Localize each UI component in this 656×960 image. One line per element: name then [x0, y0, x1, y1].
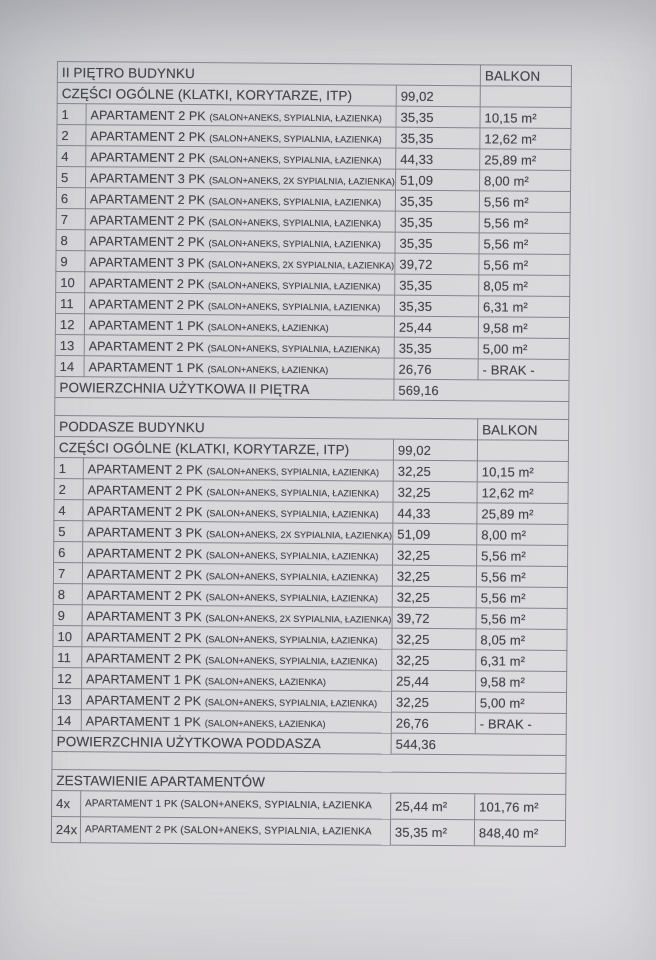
balcony-area: 5,00 m² — [478, 338, 569, 360]
apartment-description — [86, 104, 396, 127]
usable-area: 44,33 — [393, 502, 477, 524]
balcony-area: 12,62 m² — [480, 128, 571, 150]
section-title: PODDASZE BUDYNKU — [55, 415, 478, 439]
usable-area: 32,25 — [392, 649, 476, 671]
apartment-type: APARTAMENT 2 PK — [87, 482, 203, 498]
apartment-number: 4 — [57, 146, 86, 167]
apartment-type: APARTAMENT 1 PK — [86, 671, 202, 687]
usable-area: 39,72 — [392, 607, 476, 629]
apartment-type: APARTAMENT 1 PK — [85, 713, 202, 729]
apartment-number: 1 — [54, 457, 83, 478]
apartment-description — [82, 626, 392, 649]
apartment-description — [83, 500, 393, 523]
apartment-description — [82, 563, 392, 586]
apartment-room-details: (SALON+ANEKS, SYPIALNIA, ŁAZIENKA) — [205, 591, 379, 604]
apartment-room-details: (SALON+ANEKS, SYPIALNIA, ŁAZIENKA) — [209, 132, 382, 145]
apartment-number: 7 — [56, 208, 85, 229]
apartments-area-table — [51, 61, 572, 847]
usable-area: 44,33 — [396, 148, 480, 170]
apartment-room-details: (SALON+ANEKS, 2X SYPIALNIA, ŁAZIENKA) — [206, 528, 393, 541]
apartment-room-details: (SALON+ANEKS, SYPIALNIA, ŁAZIENKA) — [206, 507, 379, 520]
balcony-area: 5,56 m² — [476, 566, 567, 588]
balcony-area: 9,58 m² — [478, 317, 569, 339]
section-title: II PIĘTRO BUDYNKU — [57, 62, 480, 86]
balcony-area: - BRAK - — [475, 713, 566, 735]
summary-count: 24x — [51, 816, 80, 842]
apartment-description — [84, 314, 394, 337]
apartment-type: APARTAMENT 2 PK — [89, 275, 205, 291]
summary-row — [52, 790, 566, 820]
apartment-number: 12 — [55, 313, 84, 334]
apartment-room-details: (SALON+ANEKS, SYPIALNIA, ŁAZIENKA) — [208, 237, 381, 250]
balcony-area: 10,15 m² — [477, 461, 568, 483]
usable-area: 25,44 — [392, 670, 476, 692]
apartment-description — [85, 251, 395, 274]
balkon-column-header: BALKON — [480, 65, 571, 87]
apartment-description — [82, 605, 392, 628]
apartment-room-details: (SALON+ANEKS, ŁAZIENKA) — [205, 675, 326, 687]
apartment-number: 13 — [55, 334, 84, 355]
apartment-type: APARTAMENT 1 PK — [88, 317, 205, 333]
common-parts-area: 99,02 — [393, 439, 477, 461]
usable-area: 39,72 — [395, 253, 479, 275]
apartment-number: 13 — [52, 688, 81, 709]
apartment-number: 9 — [56, 250, 85, 271]
apartment-type: APARTAMENT 2 PK — [90, 128, 206, 144]
usable-area: 35,35 — [396, 127, 480, 149]
usable-area: 35,35 — [395, 295, 479, 317]
usable-area: 35,35 — [395, 211, 479, 233]
balcony-area: - BRAK - — [478, 359, 569, 381]
apartment-number: 1 — [57, 104, 86, 125]
apartment-room-details: (SALON+ANEKS, SYPIALNIA, ŁAZIENKA) — [205, 654, 378, 667]
apartment-type: APARTAMENT 1 PK — [88, 359, 204, 375]
apartment-number: 6 — [54, 541, 83, 562]
apartment-room-details: (SALON+ANEKS, SYPIALNIA, ŁAZIENKA) — [209, 111, 382, 124]
balcony-area: 9,58 m² — [476, 671, 567, 693]
apartment-number: 5 — [57, 167, 86, 188]
apartment-room-details: (SALON+ANEKS, ŁAZIENKA) — [204, 717, 326, 729]
summary-apartment-type: APARTAMENT 2 PK (SALON+ANEKS, SYPIALNIA, ŁAZIENKA — [80, 817, 390, 845]
table-body — [51, 62, 571, 847]
apartment-description — [85, 209, 395, 232]
apartment-number: 9 — [53, 604, 82, 625]
apartment-type: APARTAMENT 2 PK — [89, 296, 205, 312]
usable-area: 32,25 — [393, 460, 477, 482]
balcony-area: 5,56 m² — [477, 545, 568, 567]
apartment-type: APARTAMENT 2 PK — [89, 212, 206, 228]
apartment-number: 10 — [53, 625, 82, 646]
usable-area: 51,09 — [393, 523, 477, 545]
summary-title: ZESTAWIENIE APARTAMENTÓW — [52, 769, 566, 794]
summary-unit-area: 35,35 m² — [390, 819, 474, 846]
apartment-type: APARTAMENT 2 PK — [86, 587, 203, 603]
common-parts-label: CZĘŚCI OGÓLNE (KLATKI, KORYTARZE, ITP) — [57, 83, 396, 107]
apartment-room-details: (SALON+ANEKS, SYPIALNIA, ŁAZIENKA) — [208, 195, 382, 208]
floor-total-label: POWIERZCHNIA UŻYTKOWA PODDASZA — [52, 730, 391, 754]
balcony-area: 5,56 m² — [479, 212, 570, 234]
floor-total-label: POWIERZCHNIA UŻYTKOWA II PIĘTRA — [55, 376, 394, 400]
apartment-number: 7 — [53, 562, 82, 583]
usable-area: 35,35 — [394, 337, 478, 359]
common-parts-area: 99,02 — [396, 85, 480, 107]
common-parts-balkon-empty — [477, 440, 568, 462]
apartment-room-details: (SALON+ANEKS, 2X SYPIALNIA, ŁAZIENKA) — [208, 174, 395, 187]
apartment-type: APARTAMENT 2 PK — [89, 233, 205, 249]
apartment-room-details: (SALON+ANEKS, SYPIALNIA, ŁAZIENKA) — [204, 696, 378, 709]
usable-area: 35,35 — [395, 274, 479, 296]
apartment-type: APARTAMENT 3 PK — [89, 254, 205, 270]
balkon-column-header: BALKON — [478, 419, 569, 441]
apartment-room-details: (SALON+ANEKS, 2X SYPIALNIA, ŁAZIENKA) — [208, 258, 395, 271]
apartment-description — [86, 125, 396, 148]
usable-area: 25,44 — [394, 316, 478, 338]
apartment-description — [83, 521, 393, 544]
apartment-type: APARTAMENT 3 PK — [90, 170, 206, 186]
usable-area: 26,76 — [394, 358, 478, 380]
apartment-type: APARTAMENT 2 PK — [86, 629, 202, 645]
usable-area: 32,25 — [391, 691, 475, 713]
common-parts-label: CZĘŚCI OGÓLNE (KLATKI, KORYTARZE, ITP) — [54, 436, 393, 460]
balcony-area: 6,31 m² — [476, 650, 567, 672]
apartment-description — [82, 668, 392, 691]
balcony-area: 5,56 m² — [476, 587, 567, 609]
summary-row — [51, 816, 565, 846]
balcony-area: 12,62 m² — [477, 482, 568, 504]
apartment-type: APARTAMENT 2 PK — [87, 545, 203, 561]
apartment-number: 12 — [53, 667, 82, 688]
apartment-room-details: (SALON+ANEKS, SYPIALNIA, ŁAZIENKA) — [206, 486, 379, 499]
apartment-room-details: (SALON+ANEKS, SYPIALNIA, ŁAZIENKA) — [206, 549, 379, 562]
apartment-description — [83, 458, 393, 481]
apartment-type: APARTAMENT 2 PK — [88, 338, 205, 354]
balcony-area: 10,15 m² — [480, 107, 571, 129]
apartment-room-details: (SALON+ANEKS, ŁAZIENKA) — [207, 363, 329, 375]
apartment-description — [83, 542, 393, 565]
apartment-description — [86, 146, 396, 169]
apartment-type: APARTAMENT 2 PK — [90, 149, 206, 165]
apartment-number: 11 — [56, 292, 85, 313]
apartment-type: APARTAMENT 2 PK — [85, 692, 202, 708]
summary-total-area: 848,40 m² — [474, 820, 565, 847]
apartment-number: 10 — [56, 271, 85, 292]
balcony-area: 25,89 m² — [480, 149, 571, 171]
apartment-number: 8 — [56, 229, 85, 250]
balcony-area: 8,05 m² — [479, 275, 570, 297]
apartment-number: 2 — [57, 125, 86, 146]
apartment-number: 4 — [54, 499, 83, 520]
apartment-type: APARTAMENT 3 PK — [87, 524, 203, 540]
usable-area: 32,25 — [393, 544, 477, 566]
apartment-room-details: (SALON+ANEKS, SYPIALNIA, ŁAZIENKA) — [205, 633, 378, 646]
balcony-area: 25,89 m² — [477, 503, 568, 525]
apartment-room-details: (SALON+ANEKS, SYPIALNIA, ŁAZIENKA) — [208, 216, 382, 229]
apartment-description — [86, 167, 396, 190]
apartment-room-details: (SALON+ANEKS, SYPIALNIA, ŁAZIENKA) — [209, 153, 382, 166]
summary-count: 4x — [52, 790, 81, 816]
apartment-number: 11 — [53, 646, 82, 667]
apartment-number: 6 — [56, 188, 85, 209]
balcony-area: 5,00 m² — [475, 692, 566, 714]
usable-area: 35,35 — [396, 106, 480, 128]
apartment-room-details: (SALON+ANEKS, SYPIALNIA, ŁAZIENKA) — [205, 570, 379, 583]
apartment-room-details: (SALON+ANEKS, SYPIALNIA, ŁAZIENKA) — [206, 465, 380, 478]
apartment-description — [82, 647, 392, 670]
apartment-type: APARTAMENT 2 PK — [86, 566, 203, 582]
apartment-description — [85, 272, 395, 295]
apartment-number: 14 — [52, 709, 81, 730]
floor-total-value: 544,36 — [391, 733, 566, 755]
apartment-room-details: (SALON+ANEKS, 2X SYPIALNIA, ŁAZIENKA) — [205, 612, 392, 625]
apartment-type: APARTAMENT 2 PK — [90, 107, 206, 123]
apartment-type: APARTAMENT 2 PK — [86, 650, 202, 666]
apartment-description — [85, 293, 395, 316]
apartment-number: 2 — [54, 478, 83, 499]
summary-total-area: 101,76 m² — [475, 794, 566, 821]
apartment-room-details: (SALON+ANEKS, SYPIALNIA, ŁAZIENKA) — [207, 342, 381, 355]
summary-unit-area: 25,44 m² — [391, 793, 475, 820]
balcony-area: 5,56 m² — [479, 254, 570, 276]
common-parts-balkon-empty — [480, 86, 571, 108]
apartment-number: 5 — [54, 520, 83, 541]
usable-area: 35,35 — [395, 232, 479, 254]
usable-area: 32,25 — [392, 565, 476, 587]
apartment-description — [84, 335, 394, 358]
usable-area: 32,25 — [392, 586, 476, 608]
balcony-area: 6,31 m² — [479, 296, 570, 318]
apartment-description — [83, 479, 393, 502]
balcony-area: 5,56 m² — [479, 233, 570, 255]
apartment-description — [81, 710, 391, 733]
apartment-type: APARTAMENT 2 PK — [87, 503, 203, 519]
apartment-room-details: (SALON+ANEKS, ŁAZIENKA) — [207, 321, 329, 333]
apartment-description — [85, 188, 395, 211]
balcony-area: 8,00 m² — [477, 524, 568, 546]
balcony-area: 5,56 m² — [476, 608, 567, 630]
apartment-type: APARTAMENT 2 PK — [89, 191, 206, 207]
apartment-table-sheet — [51, 61, 571, 847]
floor-total-value: 569,16 — [394, 379, 569, 401]
usable-area: 32,25 — [392, 628, 476, 650]
apartment-number: 14 — [55, 355, 84, 376]
apartment-room-details: (SALON+ANEKS, SYPIALNIA, ŁAZIENKA) — [207, 300, 381, 313]
apartment-description — [81, 689, 391, 712]
summary-apartment-type: APARTAMENT 1 PK (SALON+ANEKS, SYPIALNIA, ŁAZIENKA — [81, 791, 391, 819]
usable-area: 26,76 — [391, 712, 475, 734]
balcony-area: 8,00 m² — [479, 170, 570, 192]
apartment-room-details: (SALON+ANEKS, SYPIALNIA, ŁAZIENKA) — [208, 279, 381, 292]
apartment-description — [82, 584, 392, 607]
balcony-area: 5,56 m² — [479, 191, 570, 213]
apartment-description — [85, 230, 395, 253]
balcony-area: 8,05 m² — [476, 629, 567, 651]
usable-area: 35,35 — [395, 190, 479, 212]
apartment-type: APARTAMENT 2 PK — [87, 461, 204, 477]
apartment-number: 8 — [53, 583, 82, 604]
apartment-description — [84, 356, 394, 379]
apartment-type: APARTAMENT 3 PK — [86, 608, 202, 624]
usable-area: 51,09 — [395, 169, 479, 191]
usable-area: 32,25 — [393, 481, 477, 503]
